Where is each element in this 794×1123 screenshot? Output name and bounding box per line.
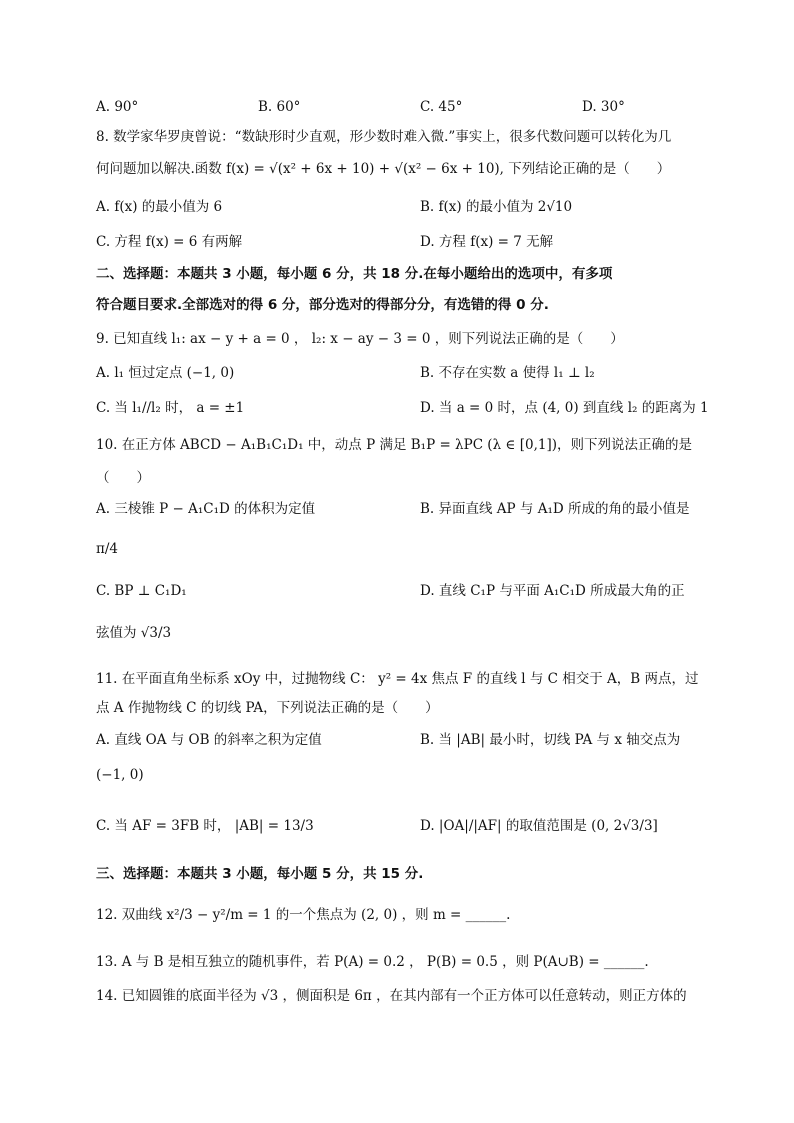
q9-stem: 9. 已知直线 l₁: ax − y + a = 0 ， l₂: x − ay − 3 = 0 ，则下列说法正确的是（ ） xyxy=(96,331,624,347)
q10-option-c: C. BP ⊥ C₁D₁ xyxy=(96,583,187,599)
q10-option-b-cont: π/4 xyxy=(96,541,119,557)
q7-option-b: B. 60° xyxy=(258,99,301,115)
q11-option-a: A. 直线 OA 与 OB 的斜率之积为定值 xyxy=(96,732,322,748)
q9-option-c: C. 当 l₁//l₂ 时， a = ±1 xyxy=(96,400,245,416)
q11-option-b-cont: (−1, 0) xyxy=(96,767,144,783)
q7-option-a: A. 90° xyxy=(96,99,139,115)
q10-option-d-cont: 弦值为 √3/3 xyxy=(96,625,172,641)
q9-option-b: B. 不存在实数 a 使得 l₁ ⊥ l₂ xyxy=(420,365,595,381)
q10-option-d: D. 直线 C₁P 与平面 A₁C₁D 所成最大角的正 xyxy=(420,583,685,599)
q10-stem-line1: 10. 在正方体 ABCD − A₁B₁C₁D₁ 中，动点 P 满足 B₁P = λPC (λ ∈ [0,1])，则下列说法正确的是 xyxy=(96,437,692,453)
q11-option-c: C. 当 AF = 3FB 时， |AB| = 13/3 xyxy=(96,818,314,834)
q11-option-b: B. 当 |AB| 最小时，切线 PA 与 x 轴交点为 xyxy=(420,732,681,748)
q13-stem: 13. A 与 B 是相互独立的随机事件，若 P(A) = 0.2 ， P(B) = 0.5 ，则 P(A∪B) = ______. xyxy=(96,954,649,970)
q7-option-d: D. 30° xyxy=(582,99,625,115)
q8-stem-line1: 8. 数学家华罗庚曾说：“数缺形时少直观，形少数时难入微.”事实上，很多代数问题可以转化为几 xyxy=(96,129,672,145)
q9-option-d: D. 当 a = 0 时，点 (4, 0) 到直线 l₂ 的距离为 1 xyxy=(420,400,709,416)
q9-option-a: A. l₁ 恒过定点 (−1, 0) xyxy=(96,365,235,381)
section-3-heading: 三、选择题：本题共 3 小题，每小题 5 分，共 15 分. xyxy=(96,866,424,882)
q10-option-a: A. 三棱锥 P − A₁C₁D 的体积为定值 xyxy=(96,501,316,517)
q8-option-a: A. f(x) 的最小值为 6 xyxy=(96,199,223,215)
q10-option-b: B. 异面直线 AP 与 A₁D 所成的角的最小值是 xyxy=(420,501,690,517)
q10-stem-line2: （ ） xyxy=(96,470,150,486)
q14-stem: 14. 已知圆锥的底面半径为 √3 ，侧面积是 6π ，在其内部有一个正方体可以任意转动，则正方体的 xyxy=(96,988,687,1004)
section-2-heading: 二、选择题：本题共 3 小题，每小题 6 分，共 18 分.在每小题给出的选项中，有多项 xyxy=(96,266,613,282)
q8-stem-line2: 何问题加以解决.函数 f(x) = √(x² + 6x + 10) + √(x² − 6x + 10), 下列结论正确的是（ ） xyxy=(96,161,671,177)
section-2-heading-cont: 符合题目要求.全部选对的得 6 分，部分选对的得部分分，有选错的得 0 分. xyxy=(96,297,549,313)
q8-option-b: B. f(x) 的最小值为 2√10 xyxy=(420,199,573,215)
q8-option-d: D. 方程 f(x) = 7 无解 xyxy=(420,234,554,250)
q12-stem: 12. 双曲线 x²/3 − y²/m = 1 的一个焦点为 (2, 0) ，则 m = ______. xyxy=(96,907,511,923)
q11-stem-line2: 点 A 作抛物线 C 的切线 PA，下列说法正确的是（ ） xyxy=(96,700,439,716)
q11-stem-line1: 11. 在平面直角坐标系 xOy 中，过抛物线 C： y² = 4x 焦点 F 的直线 l 与 C 相交于 A，B 两点，过 xyxy=(96,671,699,687)
q11-option-d: D. |OA|/|AF| 的取值范围是 (0, 2√3/3] xyxy=(420,818,658,834)
q7-option-c: C. 45° xyxy=(420,99,463,115)
q8-option-c: C. 方程 f(x) = 6 有两解 xyxy=(96,234,243,250)
